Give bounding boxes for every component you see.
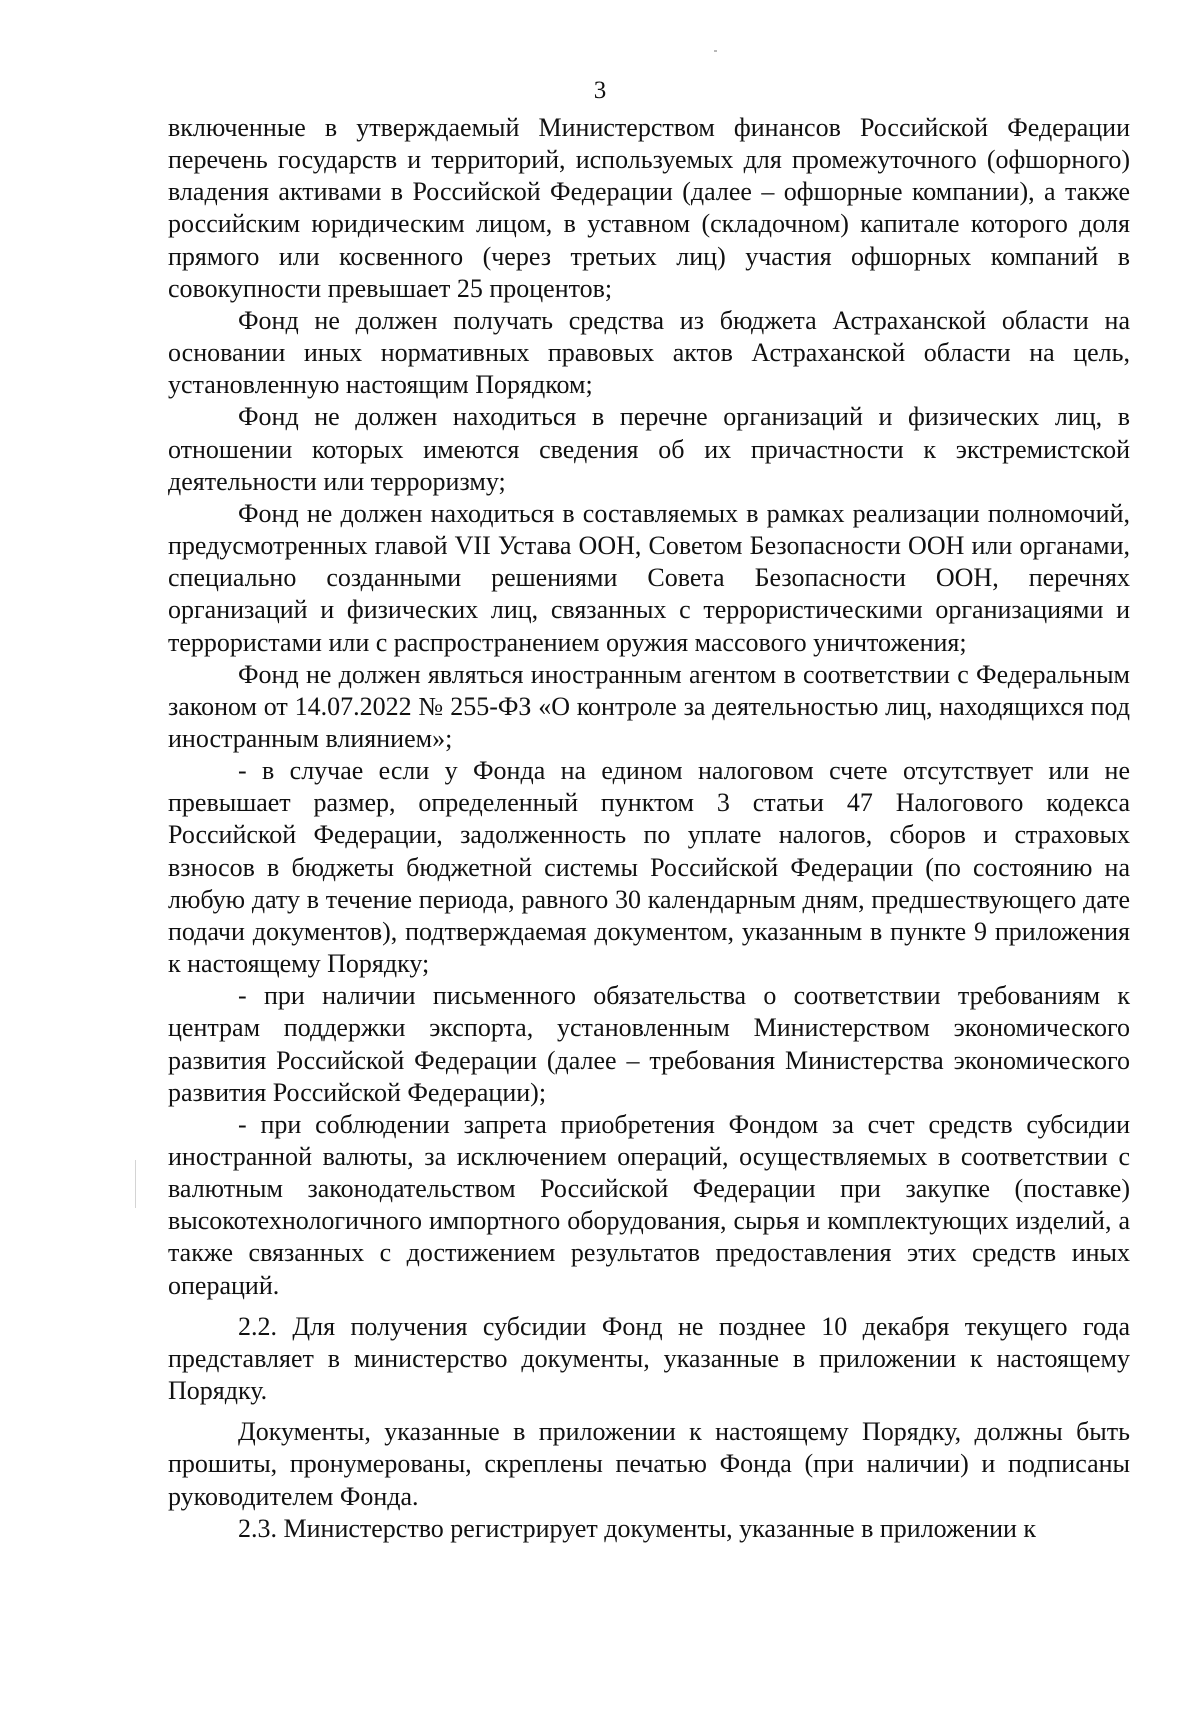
paragraph-un-security-council-lists: Фонд не должен находиться в составляемых в рамках реализации полномочий, предусмотренных главой VII Устава ООН, Советом Безопасности ООН или органами, специально созданными решениями Совета Безопасности ООН, перечнях организаций и физических лиц, связанных с террористическими организациями и террористами или с распространением оружия массового уничтожения; [168, 498, 1130, 657]
paragraph-documents-requirements: Документы, указанные в приложении к настоящему Порядку, должны быть прошиты, пронумерованы, скреплены печатью Фонда (при наличии) и подписаны руководителем Фонда. [168, 1417, 1130, 1511]
paragraph-tax-debt: - в случае если у Фонда на едином налоговом счете отсутствует или не превышает размер, определенный пунктом 3 статьи 47 Налогового кодекса Российской Федерации, задолженность по уплате налогов, сборов и страховых взносов в бюджеты бюджетной системы Российской Федерации (по состоянию на любую дату в течение периода, равного 30 календарным дням, предшествующего дате подачи документов), подтверждаемая документом, указанным в пункте 9 приложения к настоящему Порядку; [168, 756, 1130, 979]
paragraph-no-other-budget-funds: Фонд не должен получать средства из бюджета Астраханской области на основании иных нормативных правовых актов Астраханской области на цель, установленную настоящим Порядком; [168, 305, 1130, 400]
document-body [168, 112, 1130, 1545]
paragraph-foreign-agent: Фонд не должен являться иностранным агентом в соответствии с Федеральным законом от 14.07.2022 № 255-ФЗ «О контроле за деятельностью лиц, находящихся под иностранным влиянием»; [168, 659, 1130, 753]
paragraph-export-center-obligation: - при наличии письменного обязательства о соответствии требованиям к центрам поддержки экспорта, установленным Министерством экономического развития Российской Федерации (далее – требования Министерства экономического развития Российской Федерации); [168, 981, 1130, 1107]
paragraph-foreign-currency-ban: - при соблюдении запрета приобретения Фондом за счет средств субсидии иностранной валюты, за исключением операций, осуществляемых в соответствии с валютным законодательством Российской Федерации при закупке (поставке) высокотехнологичного импортного оборудования, сырья и комплектующих изделий, а также связанных с достижением результатов предоставления этих средств иных операций. [168, 1109, 1130, 1300]
scan-edge-mark [135, 1160, 136, 1208]
paragraph-extremism-list: Фонд не должен находиться в перечне организаций и физических лиц, в отношении которых имеются сведения об их причастности к экстремистской деятельности или терроризму; [168, 402, 1130, 496]
scan-speck [714, 50, 717, 52]
paragraph-section-2-3: 2.3. Министерство регистрирует документы, указанные в приложении к [238, 1513, 1037, 1543]
paragraph-section-2-2: 2.2. Для получения субсидии Фонд не позднее 10 декабря текущего года представляет в министерство документы, указанные в приложении к настоящему Порядку. [168, 1311, 1130, 1406]
paragraph-offshore-continuation: включенные в утверждаемый Министерством финансов Российской Федерации перечень государств и территорий, используемых для промежуточного (офшорного) владения активами в Российской Федерации (далее – офшорные компании), а также российским юридическим лицом, в уставном (складочном) капитале которого доля прямого или косвенного (через третьих лиц) участия офшорных компаний в совокупности превышает 25 процентов; [168, 113, 1130, 303]
page-number: 3 [593, 77, 607, 104]
